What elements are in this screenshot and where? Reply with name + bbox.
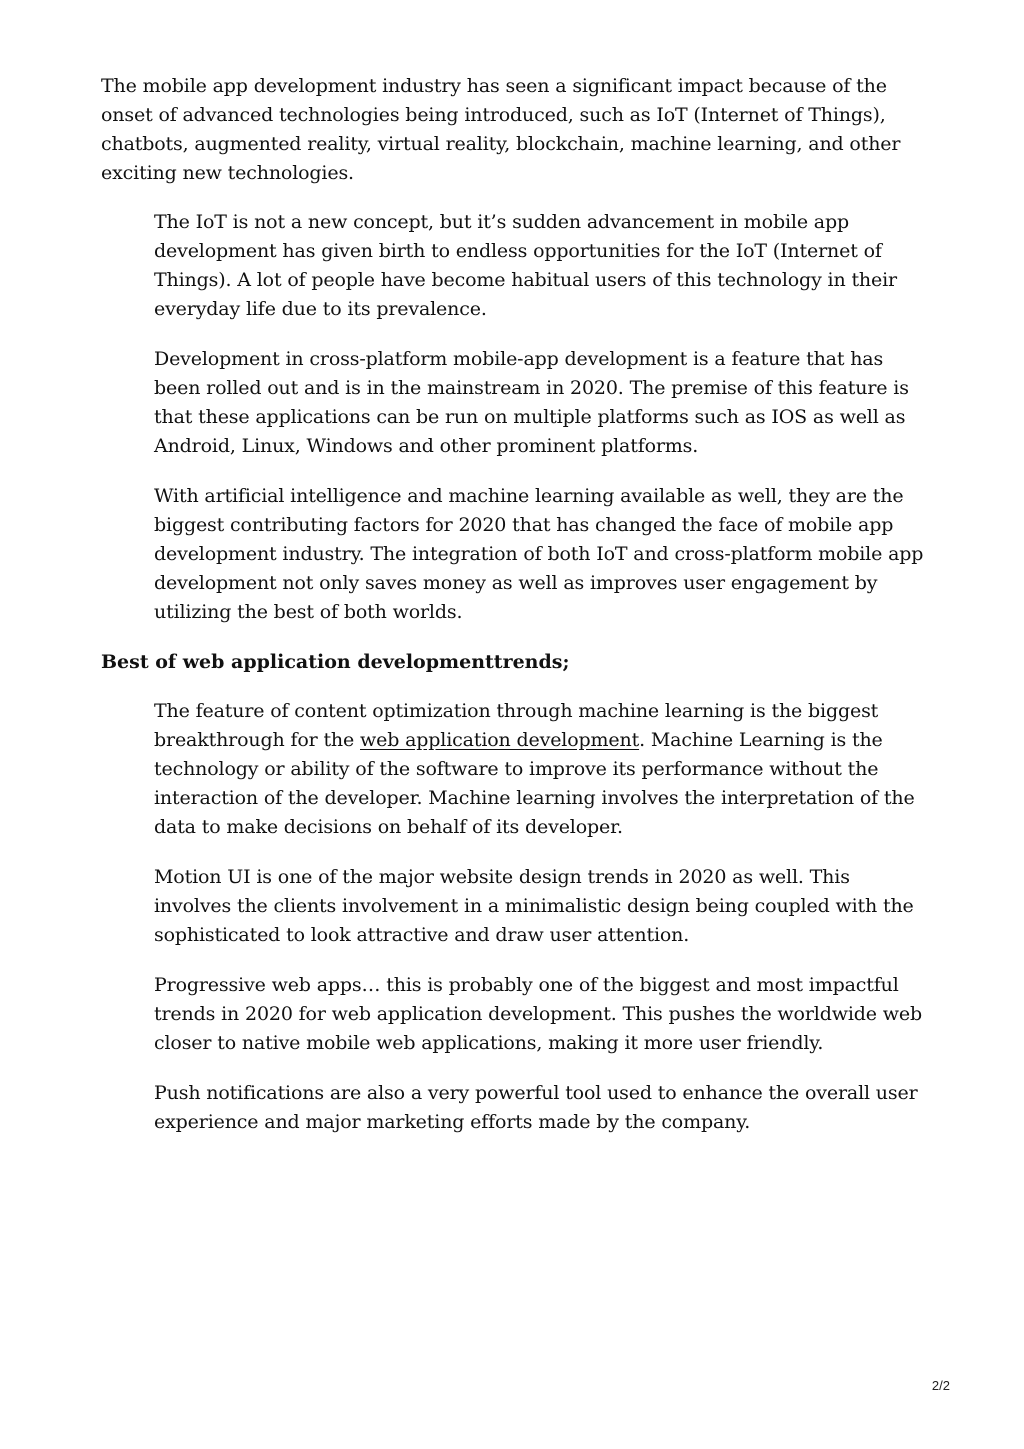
- intro-paragraph: The mobile app development industry has seen a significant impact because of the onset of advanced technologies being introduced, such as IoT (Internet of Things), chatbots, augmented reality, virtual reality, blockchain, machine learning, and other exciting new technologies.: [101, 75, 901, 184]
- cross-platform-paragraph: Development in cross-platform mobile-app development is a feature that has been rolled out and is in the mainstream in 2020. The premise of this feature is that these applications can be run on multiple platforms such as IOS as well as Android, Linux, Windows and other prominent platforms.: [154, 348, 909, 457]
- section-heading: Best of web application developmenttrends;: [101, 651, 570, 673]
- motion-ui-paragraph: Motion UI is one of the major website design trends in 2020 as well. This involves the clients involvement in a minimalistic design being coupled with the sophisticated to look attractive and draw user attention.: [154, 866, 914, 946]
- push-notifications-paragraph: Push notifications are also a very powerful tool used to enhance the overall user experience and major marketing efforts made by the company.: [154, 1082, 918, 1133]
- ai-ml-paragraph: With artificial intelligence and machine learning available as well, they are the biggest contributing factors for 2020 that has changed the face of mobile app development industry. The integration of both IoT and cross-platform mobile app development not only saves money as well as improves user engagement by utilizing the best of both worlds.: [154, 485, 924, 623]
- page-number: 2/2: [931, 1378, 950, 1393]
- content-optimization-text-before: The feature of content optimization through machine learning is the biggest breakthrough for the: [154, 700, 879, 751]
- content-optimization-text-after: . Machine Learning is the technology or ability of the software to improve its performance without the interaction of the developer. Machine learning involves the interpretation of the data to make decisions on behalf of its developer.: [154, 729, 915, 838]
- content-optimization-paragraph: [154, 697, 931, 842]
- iot-paragraph: The IoT is not a new concept, but it’s sudden advancement in mobile app development has given birth to endless opportunities for the IoT (Internet of Things). A lot of people have become habitual users of this technology in their everyday life due to its prevalence.: [154, 211, 897, 320]
- document-body: [101, 72, 931, 1158]
- web-application-development-link[interactable]: web application development: [360, 729, 640, 751]
- pwa-paragraph: Progressive web apps… this is probably one of the biggest and most impactful trends in 2020 for web application development. This pushes the worldwide web closer to native mobile web applications, making it more user friendly.: [154, 974, 922, 1054]
